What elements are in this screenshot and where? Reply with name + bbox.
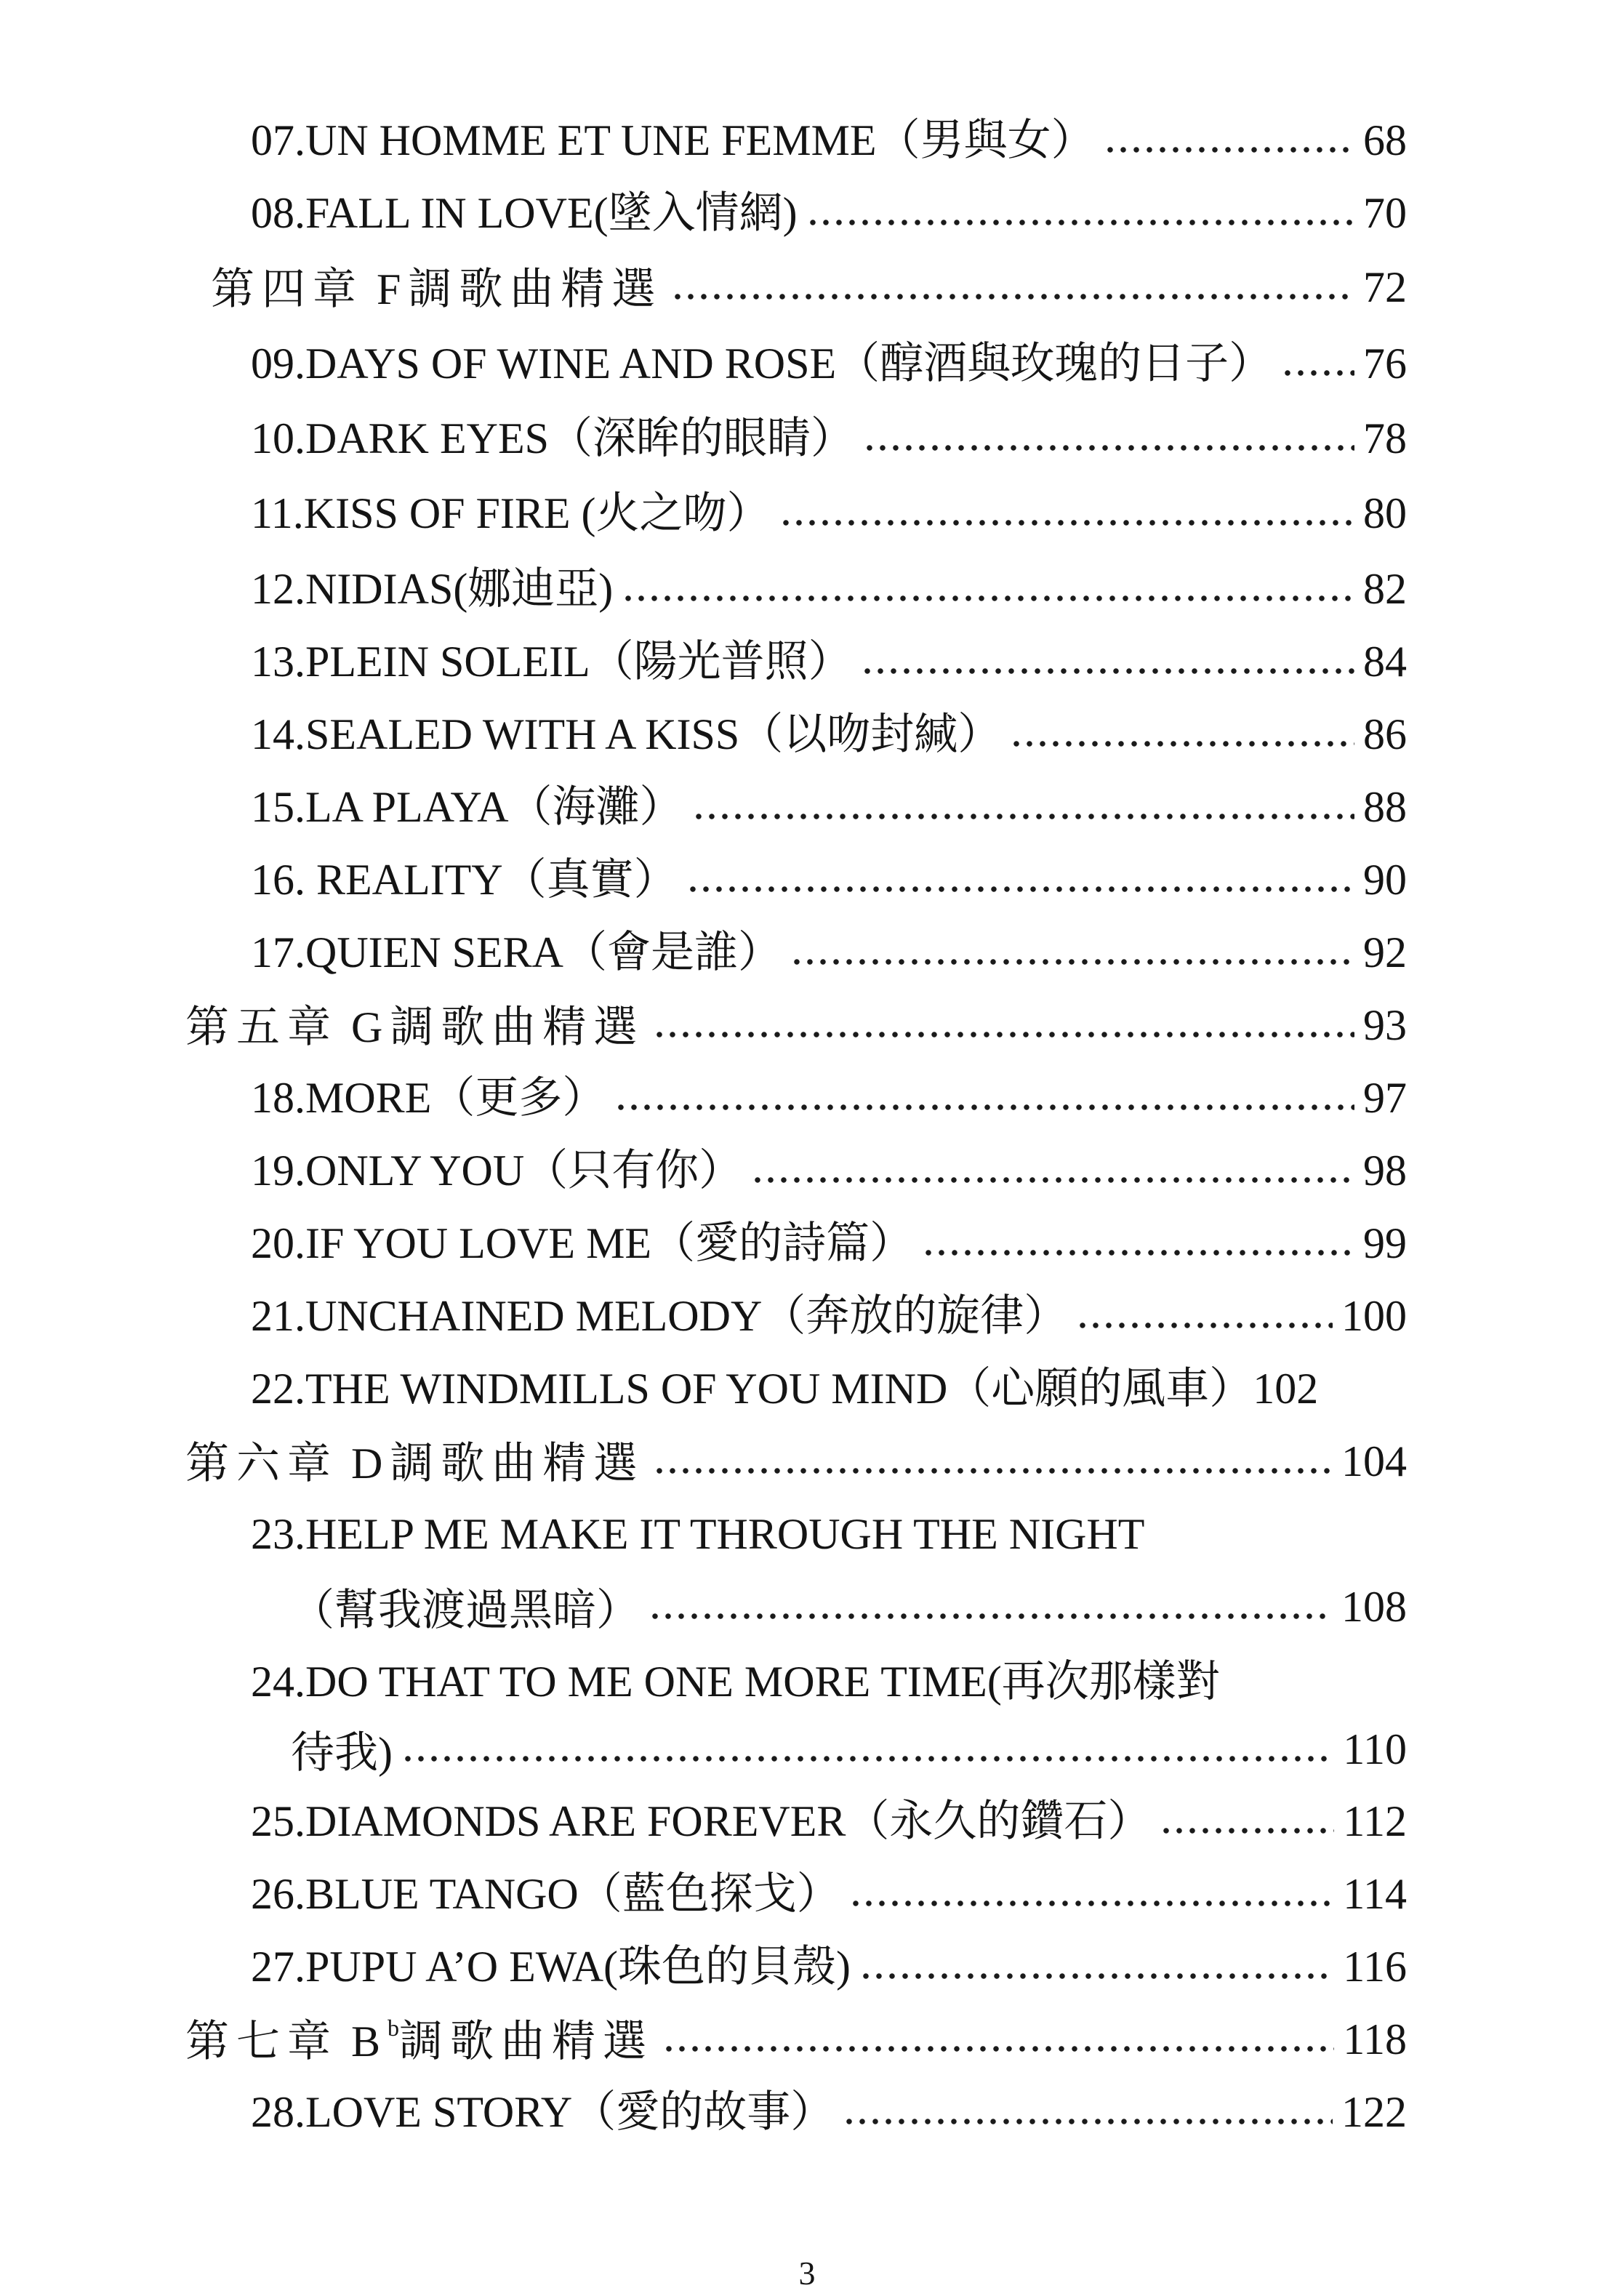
chapter-heading: [185, 989, 1407, 1061]
toc-entry: [251, 1207, 1407, 1280]
chapter-key: [351, 1003, 390, 1051]
dot-leader: [751, 1149, 1354, 1192]
entry-title: 10.DARK EYES（深眸的眼睛）: [251, 414, 855, 462]
toc-entry: [251, 1280, 1407, 1352]
entry-page: 72: [1363, 263, 1407, 311]
key-accidental: b: [388, 2014, 400, 2041]
entry-page: 86: [1363, 710, 1407, 758]
chapter-label: 調歌曲精選: [399, 2017, 654, 2066]
chapter-title: [185, 2014, 654, 2066]
entry-title-line2: （幫我渡過黑暗）: [291, 1586, 640, 1634]
dot-leader: [671, 265, 1354, 309]
chapter-number: 第四章: [211, 265, 364, 313]
dot-leader: [861, 640, 1354, 683]
dot-leader: [1010, 713, 1354, 756]
entry-page: 78: [1363, 414, 1407, 462]
toc-entry-line2: [291, 1570, 1407, 1643]
toc-entry: [251, 477, 1407, 550]
entry-page: 102: [1253, 1365, 1319, 1413]
key-letter: G: [351, 1003, 390, 1051]
dot-leader: [806, 191, 1354, 235]
entry-page: 97: [1363, 1074, 1407, 1122]
entry-title: 18.MORE（更多）: [251, 1074, 606, 1122]
dot-leader: [653, 1003, 1354, 1047]
entry-title: 09.DAYS OF WINE AND ROSE（醇酒與玫瑰的日子）: [251, 340, 1273, 388]
entry-title: 15.LA PLAYA（海灘）: [251, 783, 683, 831]
dot-leader: [843, 2090, 1333, 2134]
entry-page: 92: [1363, 928, 1407, 976]
entry-title: 08.FALL IN LOVE(墜入情網): [251, 189, 798, 237]
entry-title: 11.KISS OF FIRE (火之吻）: [251, 489, 771, 537]
dot-leader: [863, 417, 1354, 460]
toc-entry-line2: [291, 1713, 1407, 1786]
entry-title: 27.PUPU A’O EWA(珠色的貝殼): [251, 1943, 851, 1991]
entry-page: 112: [1343, 1797, 1407, 1845]
toc-entry: [251, 1785, 1407, 1858]
dot-leader: [662, 2018, 1334, 2061]
dot-leader: [653, 1440, 1333, 1483]
toc-entry: [251, 771, 1407, 843]
chapter-heading: [211, 251, 1407, 324]
entry-title: 16. REALITY（真實）: [251, 856, 678, 904]
entry-page: 122: [1341, 2088, 1407, 2136]
toc-entry: [251, 625, 1407, 698]
page-number: 3: [798, 2255, 816, 2292]
toc-entry: [251, 177, 1407, 249]
toc-entry-line1: [251, 1498, 1407, 1570]
dot-leader: [692, 785, 1354, 829]
entry-page: 114: [1343, 1870, 1407, 1918]
entry-page: 88: [1363, 783, 1407, 831]
entry-page: 93: [1363, 1001, 1407, 1049]
toc-entry: [251, 402, 1407, 475]
entry-page: 76: [1363, 340, 1407, 388]
entry-page: 68: [1363, 116, 1407, 164]
entry-title-line1: 23.HELP ME MAKE IT THROUGH THE NIGHT: [251, 1509, 1145, 1558]
toc-entry: [251, 1930, 1407, 2003]
entry-title: 12.NIDIAS(娜迪亞): [251, 565, 614, 613]
key-letter: D: [351, 1439, 390, 1488]
entry-title: 17.QUIEN SERA（會是誰）: [251, 928, 782, 976]
toc-entry: [251, 843, 1407, 916]
entry-title-line2: 待我): [291, 1729, 393, 1777]
entry-title: 21.UNCHAINED MELODY（奔放的旋律）: [251, 1292, 1068, 1340]
toc-entry: [251, 1352, 1407, 1425]
chapter-label: 調歌曲精選: [390, 1439, 645, 1488]
dot-leader: [1104, 119, 1354, 162]
chapter-title: [211, 264, 662, 311]
entry-title: 25.DIAMONDS ARE FOREVER（永久的鑽石）: [251, 1797, 1152, 1845]
chapter-title: [185, 1438, 645, 1488]
entry-page: 104: [1341, 1437, 1407, 1485]
dot-leader: [779, 491, 1354, 535]
entry-title: 28.LOVE STORY（愛的故事）: [251, 2088, 835, 2136]
chapter-heading: [185, 2003, 1407, 2076]
chapter-label: 調歌曲精選: [408, 265, 663, 313]
dot-leader: [649, 1585, 1333, 1629]
entry-page: 118: [1343, 2015, 1407, 2063]
toc-entry: [251, 698, 1407, 771]
entry-title: 14.SEALED WITH A KISS（以吻封緘）: [251, 710, 1002, 758]
dot-leader: [859, 1945, 1334, 1988]
toc-entry: [251, 553, 1407, 625]
entry-page: 82: [1363, 565, 1407, 613]
entry-title: 26.BLUE TANGO（藍色探戈）: [251, 1870, 840, 1918]
toc-entry: [251, 1061, 1407, 1134]
chapter-label: 調歌曲精選: [390, 1003, 645, 1051]
dot-leader: [790, 931, 1354, 974]
chapter-key: [377, 265, 408, 313]
toc-entry: [251, 2076, 1407, 2148]
entry-page: 100: [1341, 1292, 1407, 1340]
entry-page: 99: [1363, 1219, 1407, 1267]
dot-leader: [922, 1221, 1354, 1265]
chapter-number: 第七章: [185, 2017, 338, 2066]
toc-entry-line1: [251, 1642, 1407, 1714]
toc-entry: [251, 1858, 1407, 1930]
chapter-number: 第五章: [185, 1003, 338, 1051]
toc-entry: [251, 327, 1407, 400]
entry-page: 108: [1341, 1582, 1407, 1631]
chapter-title: [185, 1002, 644, 1049]
dot-leader: [1160, 1799, 1334, 1843]
entry-page: 116: [1343, 1943, 1407, 1991]
entry-page: 110: [1343, 1725, 1407, 1773]
toc-entry: [251, 1134, 1407, 1207]
chapter-key: [351, 2014, 400, 2066]
entry-title-line1: 24.DO THAT TO ME ONE MORE TIME(再次那樣對: [251, 1658, 1220, 1706]
dot-leader: [849, 1872, 1334, 1916]
chapter-key: [351, 1440, 390, 1488]
dot-leader: [622, 567, 1354, 611]
toc-entry: [251, 916, 1407, 989]
entry-page: 80: [1363, 489, 1407, 537]
entry-title: 22.THE WINDMILLS OF YOU MIND（心願的風車）: [251, 1365, 1253, 1413]
dot-leader: [401, 1727, 1334, 1771]
entry-page: 90: [1363, 856, 1407, 904]
dot-leader: [686, 858, 1354, 902]
dot-leader: [614, 1076, 1354, 1120]
entry-page: 70: [1363, 189, 1407, 237]
entry-page: 84: [1363, 638, 1407, 686]
key-letter: F: [377, 265, 409, 313]
entry-title: 07.UN HOMME ET UNE FEMME（男與女）: [251, 116, 1095, 164]
dot-leader: [1281, 342, 1354, 385]
dot-leader: [1076, 1294, 1333, 1338]
entry-title: 20.IF YOU LOVE ME（愛的詩篇）: [251, 1219, 914, 1267]
toc-entry: [251, 104, 1407, 177]
entry-title: 13.PLEIN SOLEIL（陽光普照）: [251, 638, 852, 686]
chapter-number: 第六章: [185, 1439, 338, 1488]
key-letter: B: [351, 2017, 388, 2066]
chapter-heading: [185, 1425, 1407, 1498]
entry-page: 98: [1363, 1147, 1407, 1195]
entry-title: 19.ONLY YOU（只有你）: [251, 1147, 743, 1195]
